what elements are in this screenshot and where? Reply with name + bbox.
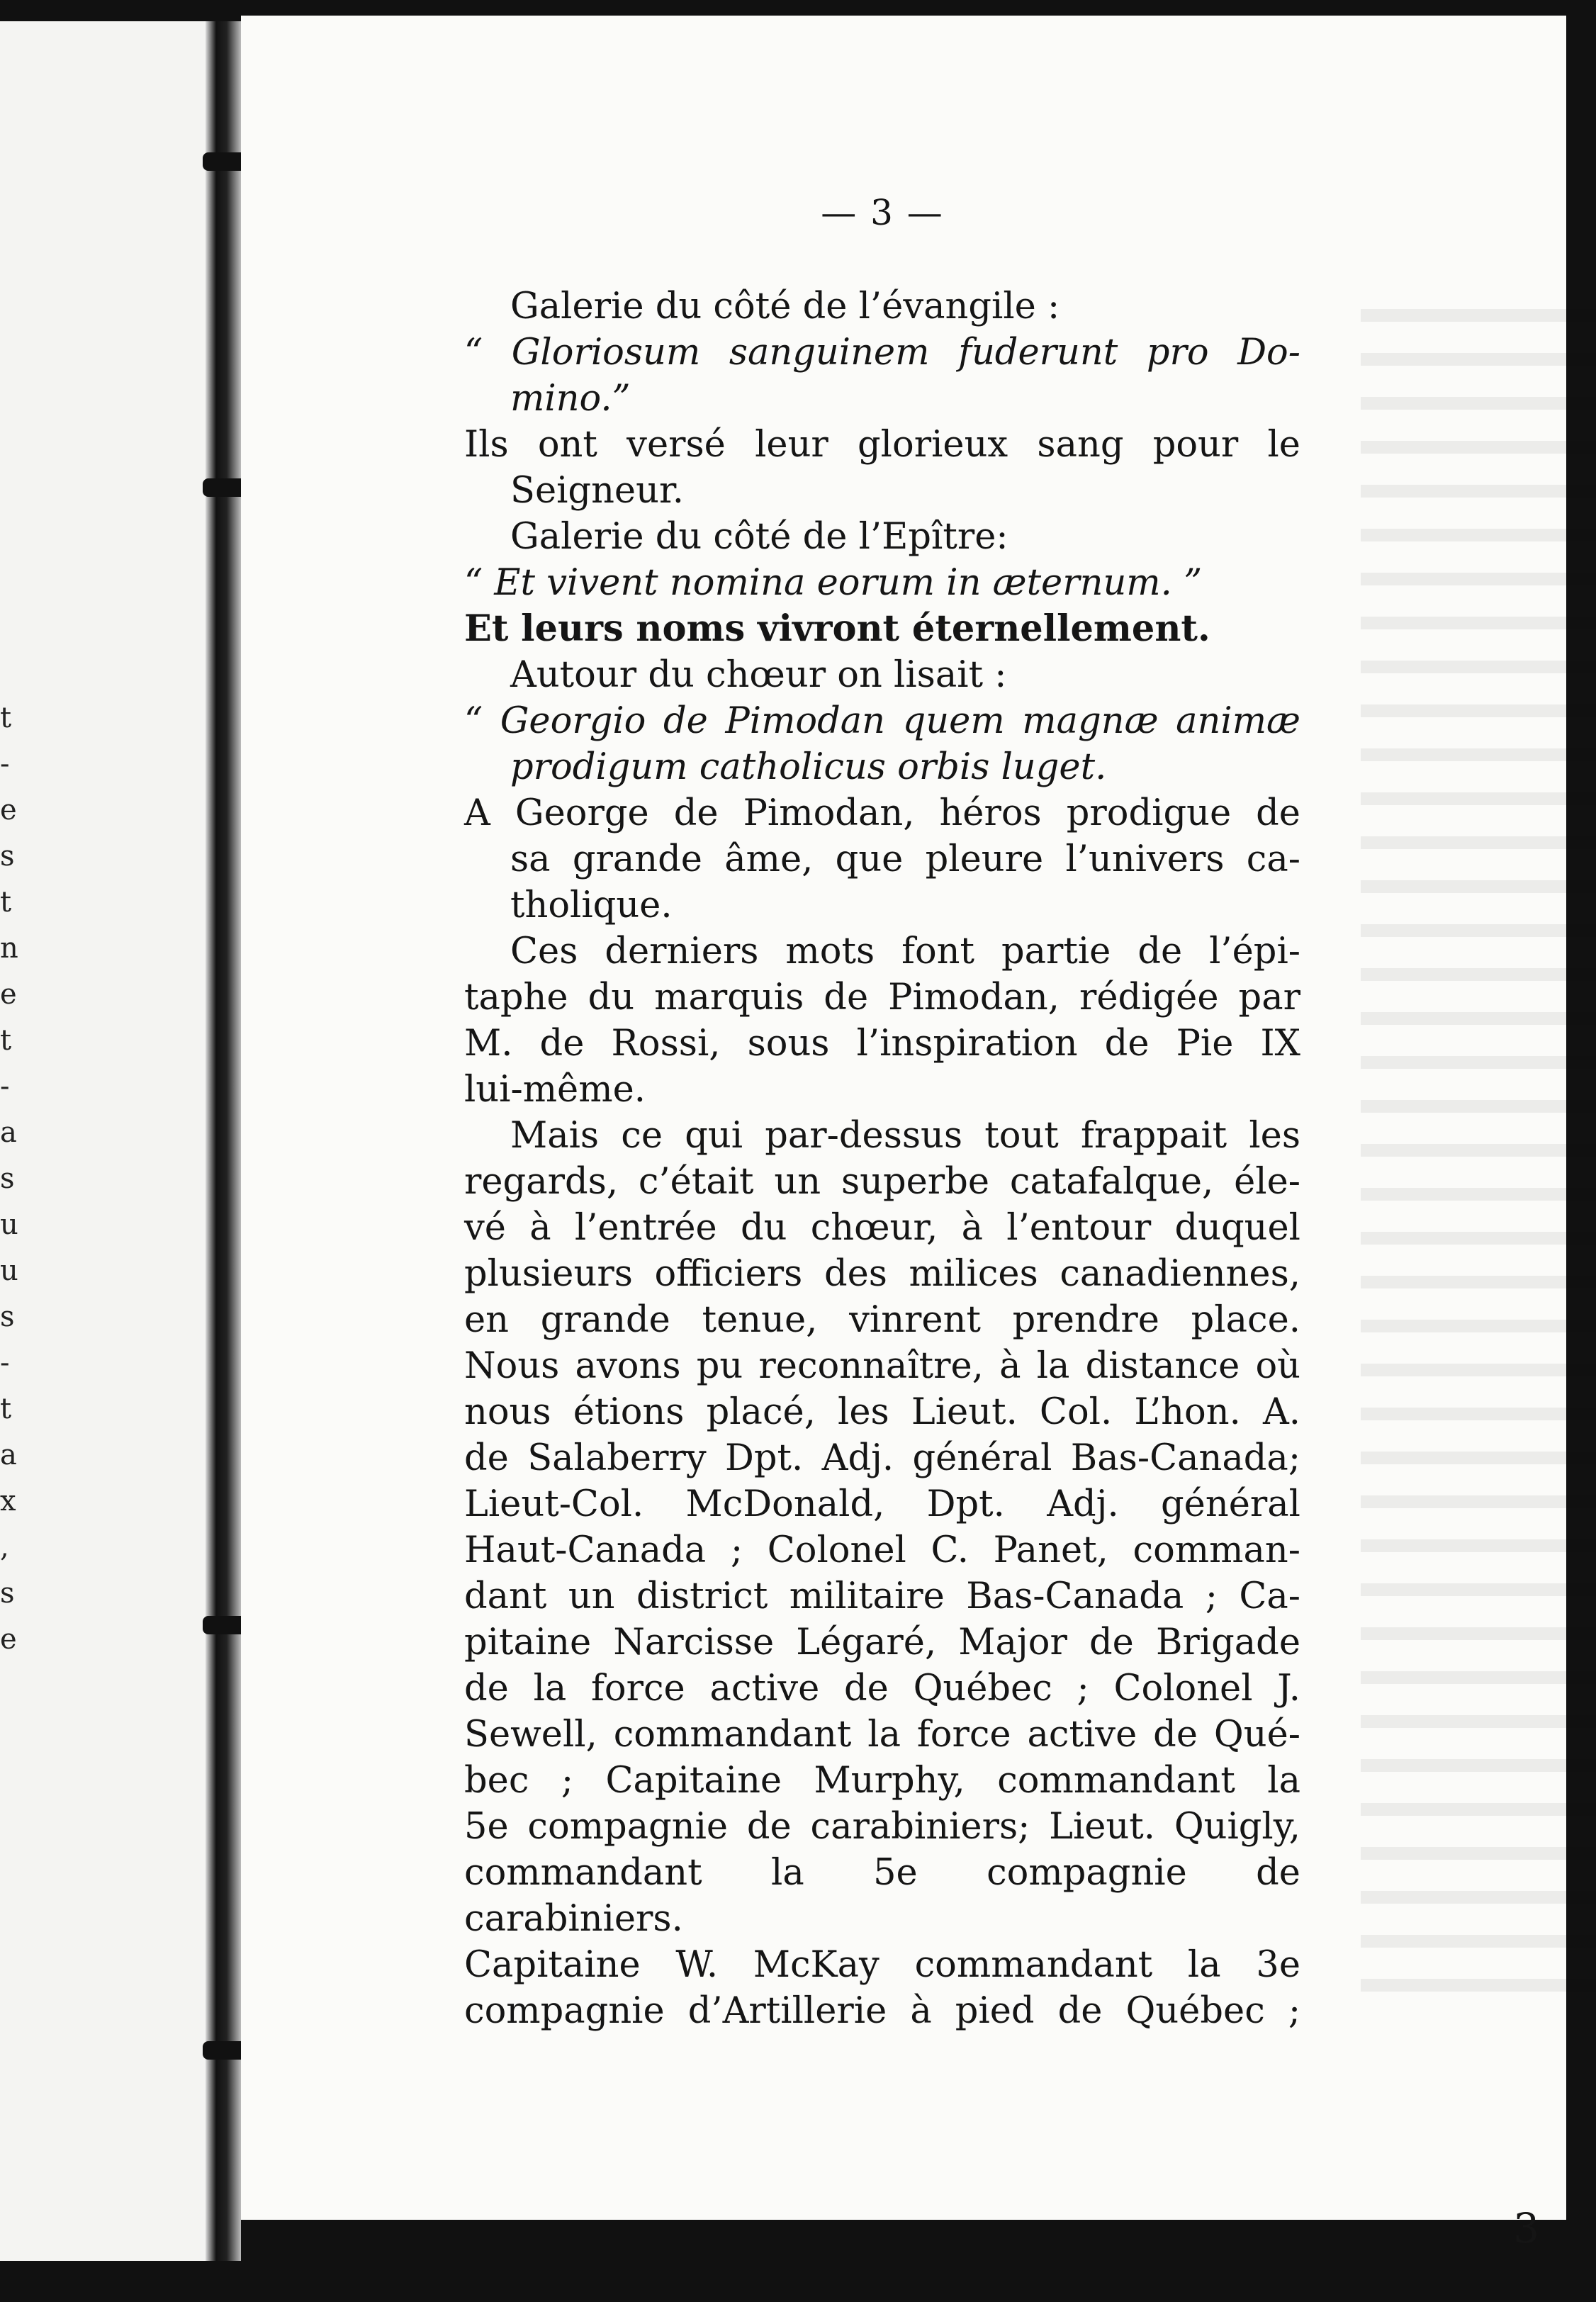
text-line: sa grande âme, que pleure l’univers ca-: [510, 838, 1300, 880]
cropped-letter: -: [0, 1347, 10, 1379]
page-header-number: — 3 —: [821, 192, 944, 233]
cropped-letter: s: [0, 840, 15, 872]
text-line: Haut-Canada ; Colonel C. Panet, comman-: [464, 1529, 1300, 1571]
text-line: pitaine Narcisse Légaré, Major de Brigade: [464, 1622, 1300, 1663]
text-line: tholique.: [510, 885, 673, 926]
text-line: regards, c’était un superbe catafalque, éle-: [464, 1161, 1300, 1203]
cropped-letter: s: [0, 1577, 15, 1610]
page-footer-number: 3: [1513, 2204, 1539, 2252]
cropped-letter: x: [0, 1485, 16, 1517]
cropped-letter: u: [0, 1254, 18, 1287]
text-line: bec ; Capitaine Murphy, commandant la: [464, 1760, 1300, 1802]
text-line: 5e compagnie de carabiniers; Lieut. Quigly,: [464, 1806, 1300, 1848]
text-line: mino.”: [510, 378, 631, 420]
text-line: Ces derniers mots font partie de l’épi-: [510, 931, 1300, 972]
text-line: de la force active de Québec ; Colonel J.: [464, 1668, 1300, 1709]
text-line: Sewell, commandant la force active de Qué-: [464, 1714, 1300, 1756]
cropped-letter: s: [0, 1301, 15, 1333]
cropped-letter: s: [0, 1162, 15, 1195]
left-page-cropped-text: [0, 21, 21, 2261]
text-line: plusieurs officiers des milices canadiennes,: [464, 1253, 1300, 1295]
text-line: “ Georgio de Pimodan quem magnæ animæ: [464, 700, 1300, 742]
cropped-letter: t: [0, 1393, 12, 1425]
text-line: Et leurs noms vivront éternellement.: [464, 607, 1210, 650]
cropped-letter: u: [0, 1208, 18, 1241]
cropped-letter: ,: [0, 1531, 9, 1563]
text-line: Seigneur.: [510, 470, 684, 512]
cropped-letter: t: [0, 1024, 12, 1057]
text-line: Lieut-Col. McDonald, Dpt. Adj. général: [464, 1483, 1300, 1525]
show-through-text: [1361, 278, 1596, 1993]
book-spine: [206, 21, 241, 2261]
text-line: Capitaine W. McKay commandant la 3e: [464, 1944, 1300, 1986]
text-line: Autour du chœur on lisait :: [510, 654, 1007, 696]
text-line: commandant la 5e compagnie de carabiniers.: [464, 1852, 1300, 1940]
text-line: Galerie du côté de l’Epître:: [510, 516, 1008, 558]
text-line: compagnie d’Artillerie à pied de Québec ;: [464, 1990, 1300, 2032]
text-line: Mais ce qui par-dessus tout frappait les: [510, 1115, 1300, 1157]
text-line: taphe du marquis de Pimodan, rédigée par: [464, 977, 1300, 1018]
cropped-letter: a: [0, 1116, 17, 1149]
cropped-letter: e: [0, 978, 17, 1011]
text-line: A George de Pimodan, héros prodigue de: [464, 792, 1300, 834]
cropped-letter: e: [0, 1623, 17, 1656]
left-page: [0, 21, 213, 2261]
text-line: Ils ont versé leur glorieux sang pour le: [464, 424, 1300, 466]
text-line: lui-même.: [464, 1069, 646, 1111]
text-line: nous étions placé, les Lieut. Col. L’hon. A.: [464, 1391, 1300, 1433]
text-line: vé à l’entrée du chœur, à l’entour duquel: [464, 1207, 1300, 1249]
cropped-letter: t: [0, 702, 12, 734]
text-line: en grande tenue, vinrent prendre place.: [464, 1299, 1300, 1341]
text-line: “ Et vivent nomina eorum in æternum. ”: [464, 562, 1203, 604]
cropped-letter: -: [0, 1070, 10, 1103]
text-line: “ Gloriosum sanguinem fuderunt pro Do-: [464, 332, 1300, 374]
cropped-letter: e: [0, 794, 17, 826]
text-line: de Salaberry Dpt. Adj. général Bas-Canada;: [464, 1437, 1300, 1479]
text-line: prodigum catholicus orbis luget.: [510, 746, 1107, 788]
text-line: M. de Rossi, sous l’inspiration de Pie IX: [464, 1023, 1300, 1065]
cropped-letter: n: [0, 932, 18, 965]
text-line: Galerie du côté de l’évangile :: [510, 286, 1060, 327]
cropped-letter: -: [0, 748, 10, 780]
text-line: dant un district militaire Bas-Canada ; Ca-: [464, 1576, 1300, 1617]
text-line: Nous avons pu reconnaître, à la distance où: [464, 1345, 1300, 1387]
cropped-letter: a: [0, 1439, 17, 1471]
body-lines: [464, 283, 1300, 2034]
cropped-letter: t: [0, 886, 12, 919]
